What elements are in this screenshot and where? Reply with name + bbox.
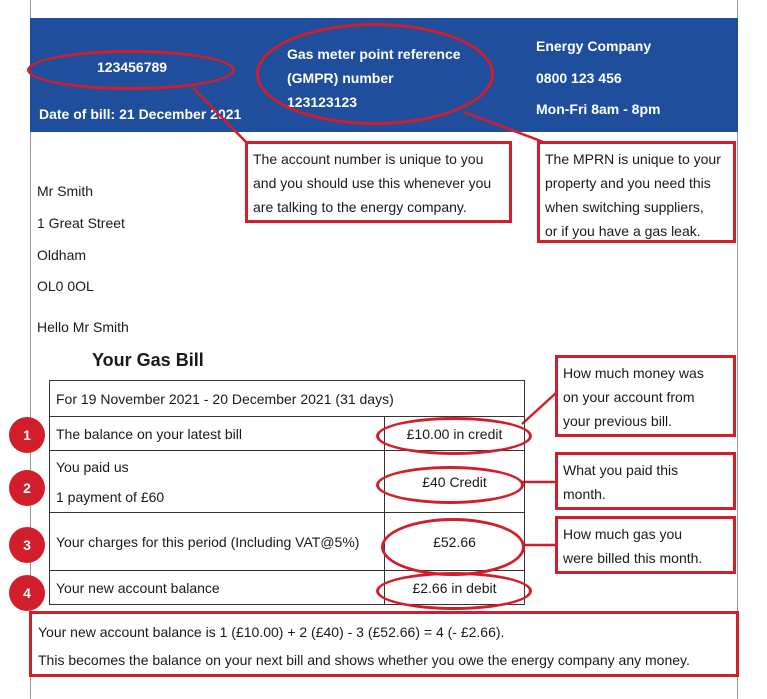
annotation-paid-line-1: What you paid this (563, 462, 679, 478)
greeting: Hello Mr Smith (37, 319, 129, 335)
row-amount: £52.66 (385, 513, 525, 571)
annotation-billed-line-2: were billed this month. (563, 550, 703, 566)
annotation-billed-line-1: How much gas you (563, 526, 683, 542)
annotation-previous-line-1: How much money was (563, 365, 704, 381)
annotation-account-line-3: are talking to the energy company. (253, 199, 467, 215)
annotation-paid-line-2: month. (563, 486, 606, 502)
footer-line-1: Your new account balance is 1 (£10.00) + 2 (£40) - 3 (£52.66) = 4 (- £2.66). (38, 624, 505, 640)
row-label-cell (50, 451, 385, 513)
annotation-mprn-line-1: The MPRN is unique to your (545, 151, 721, 167)
marker-2: 2 (9, 470, 45, 506)
annotation-previous-line-3: your previous bill. (563, 413, 672, 429)
annotation-previous-line-2: on your account from (563, 389, 695, 405)
row-label: Your new account balance (50, 571, 385, 605)
footer-explanation (29, 611, 739, 677)
row-label: The balance on your latest bill (50, 417, 385, 451)
amount-4-highlight (376, 572, 532, 610)
date-of-bill: Date of bill: 21 December 2021 (39, 106, 242, 122)
annotation-paid (555, 452, 736, 510)
company-hours: Mon-Fri 8am - 8pm (536, 101, 661, 117)
annotation-account-line-2: and you should use this whenever you (253, 175, 492, 191)
annotation-billed (555, 516, 736, 574)
account-number: 123456789 (97, 59, 168, 75)
row-label: You paid us (56, 458, 129, 475)
amount-3-highlight (381, 518, 525, 576)
bill-period-row (50, 381, 525, 417)
bill-title: Your Gas Bill (92, 350, 204, 370)
marker-4: 4 (9, 575, 45, 611)
gmpr-label-line-2: (GMPR) number (287, 70, 394, 86)
address-street: 1 Great Street (37, 215, 125, 231)
annotation-mprn (537, 141, 736, 243)
row-sublabel: 1 payment of £60 (56, 488, 165, 505)
row-amount: £2.66 in debit (385, 571, 525, 605)
gmpr-label-line-1: Gas meter point reference (287, 46, 461, 62)
company-phone: 0800 123 456 (536, 70, 622, 86)
annotation-mprn-line-2: property and you need this (545, 175, 711, 191)
footer-line-2: This becomes the balance on your next bill and shows whether you owe the energy company any money. (38, 652, 690, 668)
row-amount: £10.00 in credit (385, 417, 525, 451)
row-label: Your charges for this period (Including VAT@5%) (50, 513, 385, 571)
annotation-account-line-1: The account number is unique to you (253, 151, 484, 167)
amount-1-highlight (376, 417, 532, 455)
marker-3: 3 (9, 527, 45, 563)
annotation-mprn-line-3: when switching suppliers, (545, 199, 704, 215)
address-town: Oldham (37, 247, 87, 263)
amount-2-highlight (376, 466, 524, 504)
gmpr-number: 123123123 (287, 94, 358, 110)
annotation-previous-balance (555, 355, 736, 437)
customer-name: Mr Smith (37, 183, 93, 199)
annotation-mprn-line-4: or if you have a gas leak. (545, 223, 701, 239)
annotation-account-number (245, 141, 512, 223)
marker-1: 1 (9, 417, 45, 453)
address-postcode: OL0 0OL (37, 278, 94, 294)
company-name: Energy Company (536, 38, 652, 54)
bill-period: For 19 November 2021 - 20 December 2021 (31 days) (50, 381, 525, 417)
row-amount: £40 Credit (385, 451, 525, 513)
